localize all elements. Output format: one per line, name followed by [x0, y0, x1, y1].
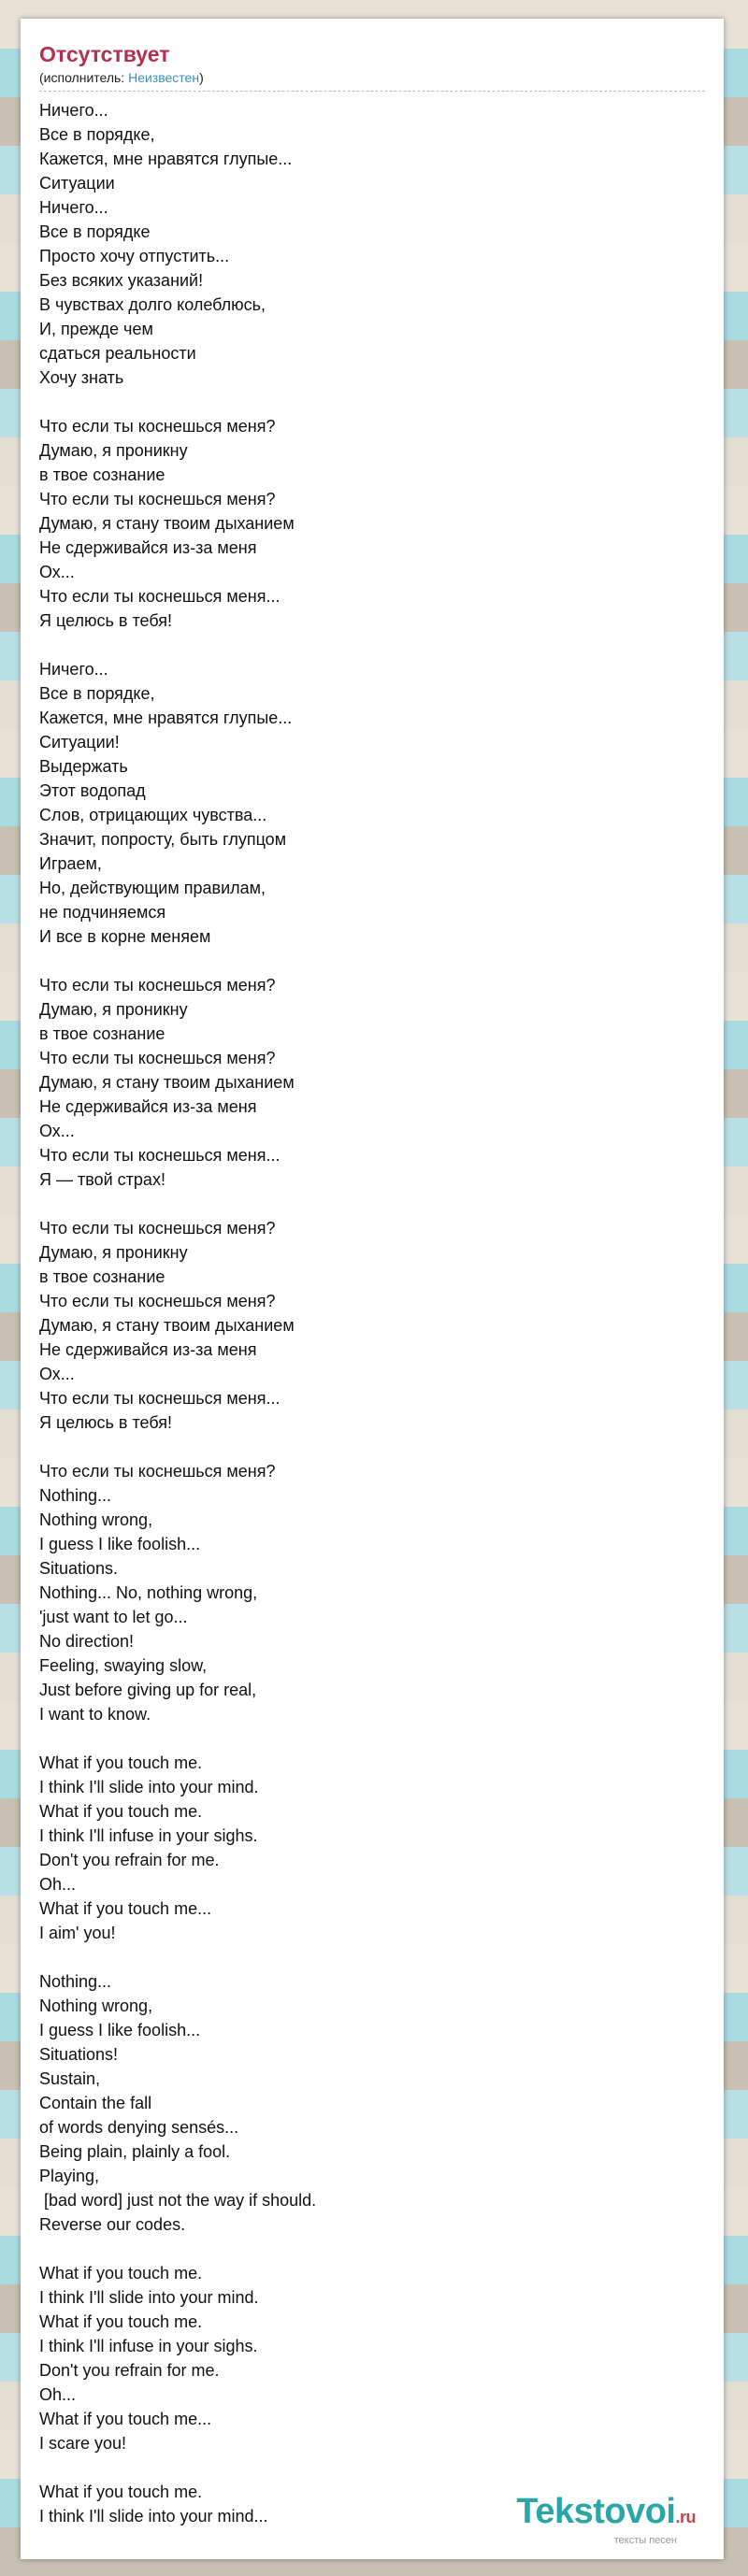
lyric-line: Что если ты коснешься меня...: [39, 1389, 280, 1408]
lyric-line: Думаю, я стану твоим дыханием: [39, 514, 295, 533]
lyric-line: Что если ты коснешься меня?: [39, 490, 276, 508]
lyric-line: Что если ты коснешься меня?: [39, 1219, 276, 1238]
lyric-line: What if you touch me.: [39, 1802, 203, 1821]
logo-name: Tekstovoi: [516, 2492, 676, 2531]
lyric-line: Sustain,: [39, 2069, 101, 2088]
lyric-line: Не сдерживайся из-за меня: [39, 1097, 257, 1116]
lyrics-stanza: [39, 2261, 705, 2455]
artist-suffix: ): [199, 70, 204, 85]
lyric-line: Что если ты коснешься меня...: [39, 587, 280, 606]
lyric-line: What if you touch me...: [39, 1899, 212, 1918]
lyric-line: Слов, отрицающих чувства...: [39, 806, 267, 824]
lyric-line: Кажется, мне нравятся глупые...: [39, 708, 293, 727]
lyric-line: Думаю, я проникну: [39, 1243, 188, 1262]
lyric-line: Что если ты коснешься меня?: [39, 1462, 276, 1481]
lyric-line: I guess I like foolish...: [39, 2021, 201, 2039]
lyric-line: I think I'll slide into your mind.: [39, 2288, 259, 2307]
lyric-line: 'just want to let go...: [39, 1608, 188, 1626]
lyric-line: Just before giving up for real,: [39, 1681, 257, 1699]
lyrics-card: [21, 19, 724, 2559]
lyric-line: No direction!: [39, 1632, 135, 1651]
lyric-line: Ох...: [39, 1122, 75, 1140]
lyric-line: Что если ты коснешься меня?: [39, 417, 276, 436]
lyric-line: Nothing...: [39, 1486, 112, 1505]
lyric-line: Что если ты коснешься меня?: [39, 976, 276, 995]
lyrics-stanza: [39, 1969, 705, 2237]
song-header: [39, 41, 705, 92]
lyric-line: Ничего...: [39, 198, 108, 217]
site-logo[interactable]: [516, 2494, 696, 2546]
lyric-line: I think I'll infuse in your sighs.: [39, 2337, 258, 2355]
lyric-line: Что если ты коснешься меня?: [39, 1292, 276, 1310]
song-title: Отсутствует: [39, 42, 170, 66]
lyric-line: Все в порядке,: [39, 125, 155, 144]
lyric-line: I scare you!: [39, 2434, 127, 2453]
lyric-line: Ох...: [39, 563, 75, 581]
lyric-line: Значит, попросту, быть глупцом: [39, 830, 287, 849]
lyric-line: Nothing wrong,: [39, 1996, 153, 2015]
artist-line: [39, 69, 705, 86]
lyric-line: Этот водопад: [39, 781, 146, 800]
lyric-line: в твое сознание: [39, 1267, 165, 1286]
artist-link[interactable]: Неизвестен: [128, 70, 200, 85]
lyric-line: Не сдерживайся из-за меня: [39, 538, 257, 557]
lyric-line: What if you touch me...: [39, 2410, 212, 2428]
lyric-line: Думаю, я проникну: [39, 1000, 188, 1019]
lyric-line: Oh...: [39, 2385, 77, 2404]
lyrics-stanza: [39, 1751, 705, 1945]
lyric-line: What if you touch me.: [39, 2483, 203, 2501]
lyric-line: Ничего...: [39, 660, 108, 679]
logo-wordmark: [516, 2494, 696, 2535]
lyric-line: Выдержать: [39, 757, 128, 776]
lyric-line: Без всяких указаний!: [39, 271, 204, 290]
logo-tld: .ru: [675, 2508, 696, 2526]
lyric-line: Я целюсь в тебя!: [39, 611, 172, 630]
lyric-line: Nothing... No, nothing wrong,: [39, 1583, 258, 1602]
lyric-line: Но, действующим правилам,: [39, 879, 266, 897]
lyric-line: Situations!: [39, 2045, 119, 2064]
lyric-line: в твое сознание: [39, 1024, 165, 1043]
lyric-line: И все в корне меняем: [39, 927, 211, 946]
lyric-line: Думаю, я стану твоим дыханием: [39, 1073, 295, 1092]
header-divider: [39, 91, 705, 92]
lyric-line: В чувствах долго колеблюсь,: [39, 295, 266, 314]
lyric-line: I think I'll infuse in your sighs.: [39, 1826, 258, 1845]
lyric-line: в твое сознание: [39, 465, 165, 484]
lyric-line: Я — твой страх!: [39, 1170, 165, 1189]
lyric-line: What if you touch me.: [39, 2264, 203, 2283]
lyric-line: сдаться реальности: [39, 344, 196, 363]
lyric-line: И, прежде чем: [39, 320, 153, 338]
lyric-line: Все в порядке,: [39, 684, 155, 703]
lyrics-stanza: [39, 1216, 705, 1435]
lyric-line: Я целюсь в тебя!: [39, 1413, 172, 1432]
lyric-line: Ситуации!: [39, 733, 120, 751]
lyric-line: What if you touch me.: [39, 2312, 203, 2331]
lyric-line: Думаю, я стану твоим дыханием: [39, 1316, 295, 1335]
lyric-line: Nothing wrong,: [39, 1510, 153, 1529]
lyric-line: What if you touch me.: [39, 1753, 203, 1772]
lyric-line: [bad word] just not the way if should.: [39, 2191, 317, 2210]
lyric-line: Ох...: [39, 1365, 75, 1383]
lyric-line: Играем,: [39, 854, 102, 873]
lyric-line: Contain the fall: [39, 2094, 152, 2112]
lyric-line: Situations.: [39, 1559, 119, 1578]
lyric-line: не подчиняемся: [39, 903, 166, 922]
lyrics-stanza: [39, 414, 705, 633]
lyric-line: Playing,: [39, 2167, 100, 2185]
lyric-line: I think I'll slide into your mind.: [39, 1778, 259, 1796]
lyric-line: Feeling, swaying slow,: [39, 1656, 208, 1675]
lyric-line: Думаю, я проникну: [39, 441, 188, 460]
lyric-line: I want to know.: [39, 1705, 151, 1724]
lyrics-stanza: [39, 973, 705, 1192]
lyric-line: Не сдерживайся из-за меня: [39, 1340, 257, 1359]
lyric-line: Don't you refrain for me.: [39, 1851, 220, 1869]
lyrics-stanza: [39, 98, 705, 390]
lyric-line: Хочу знать: [39, 368, 124, 387]
lyric-line: Что если ты коснешься меня?: [39, 1049, 276, 1067]
lyric-line: Oh...: [39, 1875, 77, 1894]
logo-tagline: тексты песен: [613, 2535, 677, 2546]
lyric-line: I aim' you!: [39, 1924, 116, 1942]
artist-prefix: (исполнитель:: [39, 70, 129, 85]
lyric-line: Что если ты коснешься меня...: [39, 1146, 280, 1165]
lyric-line: Ситуации: [39, 174, 115, 193]
lyric-line: I think I'll slide into your mind...: [39, 2507, 268, 2526]
lyric-line: I guess I like foolish...: [39, 1535, 201, 1553]
lyric-line: Nothing...: [39, 1972, 112, 1991]
lyric-line: Все в порядке: [39, 222, 151, 241]
lyric-line: Being plain, plainly a fool.: [39, 2142, 231, 2161]
lyric-line: Кажется, мне нравятся глупые...: [39, 150, 293, 168]
lyric-line: of words denying sensés...: [39, 2118, 239, 2137]
lyrics-stanza: [39, 657, 705, 949]
lyric-line: Просто хочу отпустить...: [39, 247, 230, 265]
lyrics-stanza: [39, 1459, 705, 1726]
lyrics-text: [39, 98, 705, 2553]
lyric-line: Reverse our codes.: [39, 2215, 186, 2234]
lyric-line: Don't you refrain for me.: [39, 2361, 220, 2380]
lyric-line: Ничего...: [39, 101, 108, 120]
